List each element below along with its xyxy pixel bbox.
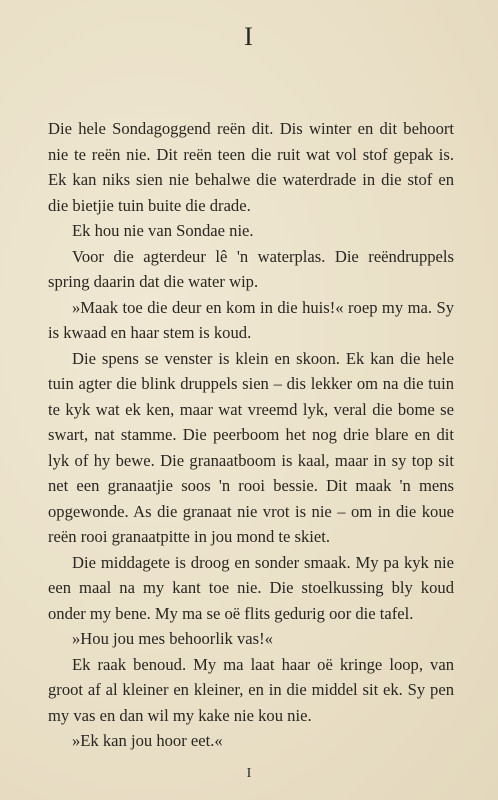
paragraph: »Hou jou mes behoorlik vas!« [72,629,273,648]
body-text [48,116,454,754]
paragraph: Die middagete is droog en sonder smaak. My pa kyk nie een maal na my kant toe nie. Die stoelkussing bly koud onder my bene. My ma se oë flits gedurig oor die tafel. [48,552,454,623]
paragraph: »Ek kan jou hoor eet.« [72,731,223,750]
paragraph: Ek raak benoud. My ma laat haar oë kringe loop, van groot af al kleiner en kleiner, en in die middel sit ek. Sy pen my vas en dan wil my kake nie kou nie. [48,654,454,725]
paragraph: Die hele Sondagoggend reën dit. Dis winter en dit behoort nie te reën nie. Dit reën teen die ruit wat vol stof gepak is. Ek kan niks sien nie behalwe die waterdrade in die stof en die bietjie tuin buite die drade. [48,119,454,215]
paragraph: Ek hou nie van Sondae nie. [72,221,254,240]
chapter-heading: I [244,22,254,51]
page-number: I [246,766,252,781]
paragraph: Die spens se venster is klein en skoon. Ek kan die hele tuin agter die blink druppels sien – dis lekker om na die tuin te kyk wat ek ken, maar wat vreemd lyk, veral die bome se swart, nat stamme. Die peerboom het nog drie blare en dit lyk of hy bewe. Die granaatboom is kaal, maar in sy top sit net een granaatjie soos 'n rooi bessie. Dit maak 'n mens opgewonde. As die granaat nie vrot is nie – om in die koue reën rooi granaatpitte in jou mond te skiet. [48,348,454,546]
paragraph: »Maak toe die deur en kom in die huis!« roep my ma. Sy is kwaad en haar stem is koud. [48,297,454,342]
paragraph: Voor die agterdeur lê 'n waterplas. Die reëndruppels spring daarin dat die water wip. [48,246,454,291]
